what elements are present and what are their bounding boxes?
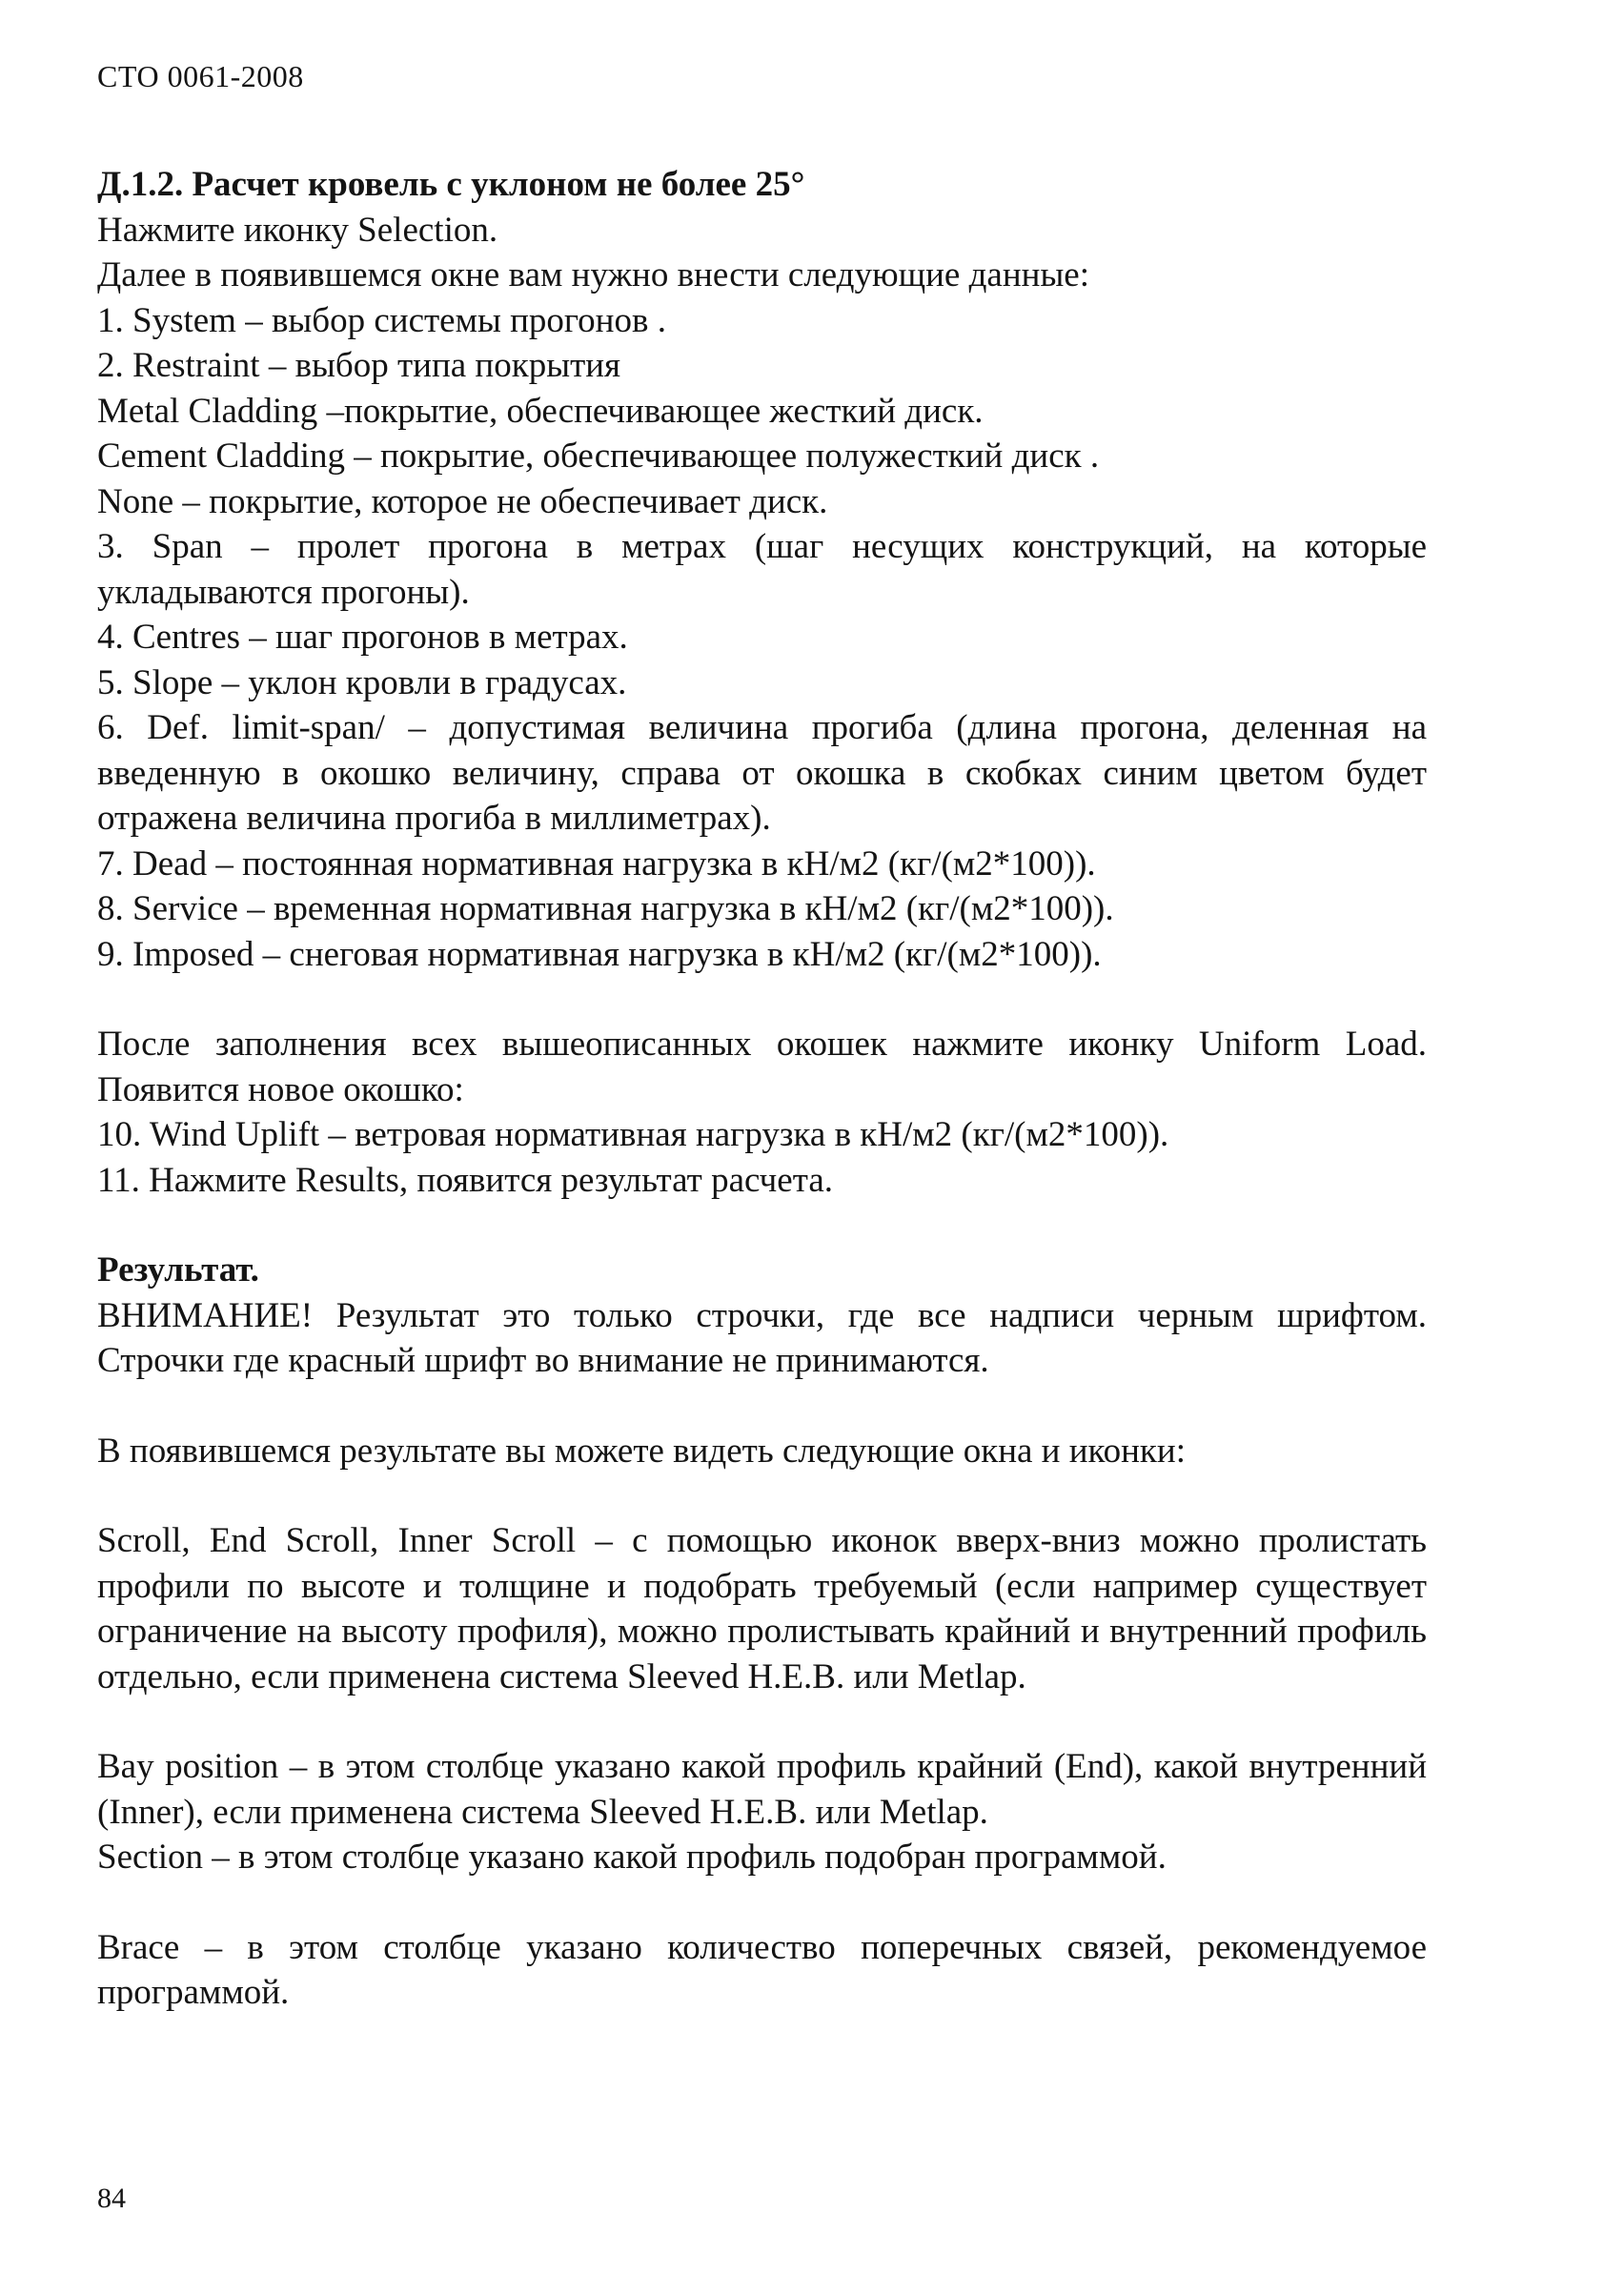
- list-item-restraint: 2. Restraint – выбор типа покрытия: [97, 346, 621, 385]
- list-item-def-limit: 6. Def. limit-span/ – допустимая величина прогиба (длина прогона, деленная на введенную в окошко величину, справа от окошка в скобках синим цветом будет отражена величина прогиба в миллиметрах).: [97, 708, 1427, 838]
- paragraph-intro-1: Нажмите иконку Selection.: [97, 210, 498, 250]
- list-item-imposed: 9. Imposed – снеговая нормативная нагрузка в кН/м2 (кг/(м2*100)).: [97, 934, 1102, 974]
- result-bay-position: Bay position – в этом столбце указано какой профиль крайний (End), какой внутренний (Inner), если применена система Sleeved H.E.B. или Metlap.: [97, 1747, 1427, 1832]
- restraint-metal-cladding: Metal Cladding –покрытие, обеспечивающее жесткий диск.: [97, 391, 984, 431]
- section-title: Д.1.2. Расчет кровель с уклоном не более 25°: [97, 165, 805, 204]
- list-item-wind-uplift: 10. Wind Uplift – ветровая нормативная нагрузка в кН/м2 (кг/(м2*100)).: [97, 1115, 1169, 1154]
- list-item-system: 1. System – выбор системы прогонов .: [97, 300, 666, 340]
- restraint-none: None – покрытие, которое не обеспечивает диск.: [97, 481, 828, 521]
- list-item-slope: 5. Slope – уклон кровли в градусах.: [97, 662, 627, 702]
- paragraph-after-fill: После заполнения всех вышеописанных окошек нажмите иконку Uniform Load. Появится новое окошко:: [97, 1025, 1427, 1109]
- result-heading: Результат.: [97, 1250, 259, 1290]
- page-number: 84: [97, 2183, 126, 2214]
- list-item-dead: 7. Dead – постоянная нормативная нагрузка в кН/м2 (кг/(м2*100)).: [97, 843, 1096, 883]
- page-content: [97, 162, 1427, 2016]
- result-warning: ВНИМАНИЕ! Результат это только строчки, где все надписи черным шрифтом. Строчки где красный шрифт во внимание не принимаются.: [97, 1295, 1427, 1380]
- result-windows-intro: В появившемся результате вы можете видеть следующие окна и иконки:: [97, 1431, 1186, 1471]
- result-scroll: Scroll, End Scroll, Inner Scroll – с помощью иконок вверх-вниз можно пролистать профили по высоте и толщине и подобрать требуемый (если например существует ограничение на высоту профиля), можно пролистывать крайний и внутренний профиль отдельно, если применена система Sleeved H.E.B. или Metlap.: [97, 1521, 1427, 1696]
- list-item-service: 8. Service – временная нормативная нагрузка в кН/м2 (кг/(м2*100)).: [97, 889, 1114, 928]
- list-item-span: 3. Span – пролет прогона в метрах (шаг несущих конструкций, на которые укладываются прогоны).: [97, 527, 1427, 612]
- restraint-cement-cladding: Cement Cladding – покрытие, обеспечивающее полужесткий диск .: [97, 437, 1100, 476]
- list-item-results: 11. Нажмите Results, появится результат расчета.: [97, 1160, 833, 1200]
- result-section-column: Section – в этом столбце указано какой профиль подобран программой.: [97, 1838, 1167, 1877]
- document-code: СТО 0061-2008: [97, 59, 304, 93]
- result-brace: Brace – в этом столбце указано количество поперечных связей, рекомендуемое программой.: [97, 1927, 1427, 2012]
- list-item-centres: 4. Centres – шаг прогонов в метрах.: [97, 618, 628, 657]
- paragraph-intro-2: Далее в появившемся окне вам нужно внести следующие данные:: [97, 255, 1090, 294]
